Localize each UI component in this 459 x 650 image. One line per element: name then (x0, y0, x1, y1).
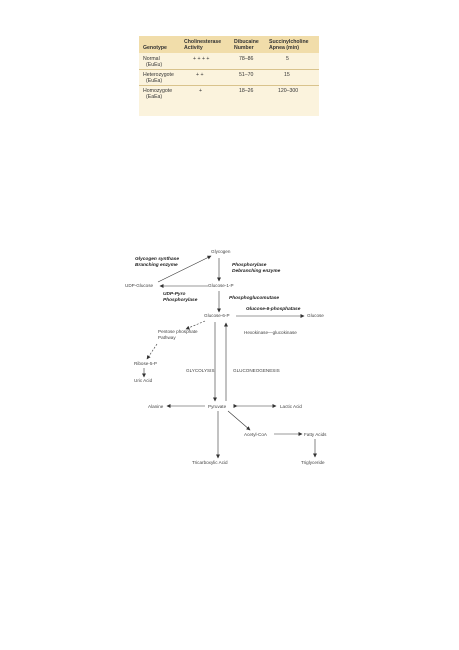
node-acetyl-coa: Acetyl-CoA (244, 432, 267, 437)
row-hetero-code: (EuEa) (146, 78, 163, 84)
enzyme-phosphoglucomutase: Phosphoglucomutase (229, 296, 280, 301)
row-normal-apnea: 5 (286, 56, 289, 62)
row-normal-dibucaine: 78–86 (239, 56, 254, 62)
enzyme-debranching: Debranching enzyme (232, 269, 281, 274)
node-pathway: Pathway (158, 335, 176, 340)
enzyme-udp-pyro-phosphorylase: Phosphorylase (163, 298, 198, 303)
enzyme-udp-pyro: UDP-Pyro (163, 292, 186, 297)
node-glycogen: Glycogen (211, 249, 231, 254)
row-normal-genotype: Normal (143, 56, 160, 62)
row-homo-genotype: Homozygote (143, 88, 173, 94)
enzyme-branching: Branching enzyme (135, 263, 178, 268)
row-hetero-apnea: 15 (284, 72, 290, 78)
node-tricarboxylic: Tricarboxylic Acid (192, 460, 228, 465)
row-hetero-dibucaine: 51–70 (239, 72, 254, 78)
label-gluconeogenesis: GLUCONEOGENESIS (233, 368, 280, 373)
node-pentose: Pentose phosphate (158, 329, 198, 334)
arrow-pyruvate-to-acetyl (228, 411, 250, 430)
node-udp-glucose: UDP-Glucose (125, 283, 154, 288)
node-uric-acid: Uric Acid (134, 378, 153, 383)
row-homo-dibucaine: 18–26 (239, 88, 254, 94)
row-hetero-genotype: Heterozygote (143, 72, 174, 78)
node-pyruvate: Pyruvate (208, 404, 227, 409)
node-lactic-acid: Lactic Acid (280, 404, 302, 409)
arrow-g6p-to-pentose (186, 321, 205, 329)
row-homo-code: (EaEa) (146, 94, 163, 100)
node-fatty-acids: Fatty Acids (304, 432, 327, 437)
node-glucose-6p: Glucose-6-P (204, 313, 230, 318)
node-hexokinase: Hexokinase—glucokinase (244, 330, 297, 335)
row-normal-code: (EuEu) (146, 62, 163, 68)
header-apnea: Succinylcholine Apnea (min) (269, 39, 309, 51)
header-genotype: Genotype (143, 45, 167, 51)
node-glucose-1p: Glucose-1-P (208, 283, 234, 288)
node-triglyceride: Triglyceride (301, 460, 325, 465)
row-homo-activity: + (199, 88, 203, 94)
arrow-pentose-to-ribose (147, 344, 157, 359)
header-activity: Cholinesterase Activity (184, 39, 222, 51)
row-hetero-activity: + + (196, 72, 204, 78)
node-alanine: Alanine (148, 404, 164, 409)
enzyme-glucose-6-phosphatase: Glucose-6-phosphatase (246, 307, 301, 312)
node-glucose: Glucose (307, 313, 324, 318)
node-ribose-5p: Ribose-5-P (134, 361, 157, 366)
row-homo-apnea: 120–300 (278, 88, 299, 94)
header-dibucaine: Dibucaine Number (234, 39, 259, 51)
enzyme-glycogen-synthase: Glycogen synthase (135, 257, 179, 262)
label-glycolysis: GLYCOLYSIS (186, 368, 215, 373)
row-normal-activity: + + + + (193, 56, 210, 62)
enzyme-phosphorylase: Phosphorylase (232, 263, 267, 268)
